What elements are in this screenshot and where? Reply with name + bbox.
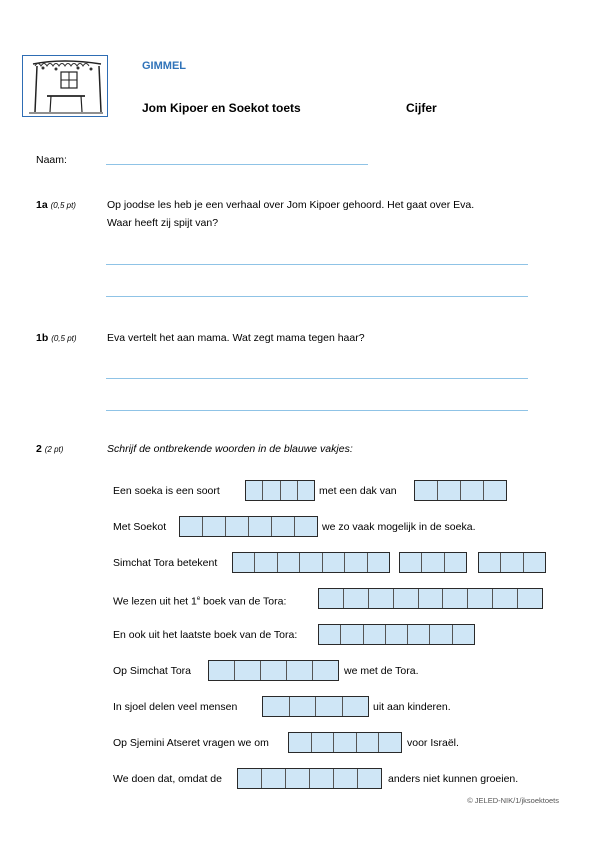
fill-row-2-boxes[interactable] (179, 516, 318, 537)
question-1a-text-line2: Waar heeft zij spijt van? (107, 217, 219, 229)
letter-box[interactable] (226, 517, 249, 536)
letter-box[interactable] (369, 589, 394, 608)
letter-box[interactable] (408, 625, 430, 644)
fill-row-8-after: voor Israël. (407, 737, 459, 749)
letter-box[interactable] (312, 733, 335, 752)
fill-row-3-boxes-c[interactable] (478, 552, 546, 573)
letter-box[interactable] (298, 481, 314, 500)
fill-row-2-before: Met Soekot (113, 521, 167, 533)
letter-box[interactable] (341, 625, 363, 644)
question-1a-text-line1: Op joodse les heb je een verhaal over Jom Kipoer gehoord. Het gaat over Eva. (107, 199, 475, 211)
letter-box[interactable] (468, 589, 493, 608)
sukkah-icon (23, 56, 107, 116)
answer-line-1b-2[interactable] (106, 410, 528, 411)
fill-row-8-before: Op Sjemini Atseret vragen we om (113, 737, 269, 749)
letter-box[interactable] (357, 733, 380, 752)
letter-box[interactable] (263, 481, 280, 500)
letter-box[interactable] (343, 697, 369, 716)
fill-row-7-after: uit aan kinderen. (373, 701, 451, 713)
letter-box[interactable] (278, 553, 300, 572)
letter-box[interactable] (493, 589, 518, 608)
letter-box[interactable] (272, 517, 295, 536)
letter-box[interactable] (453, 625, 474, 644)
question-2-instruction: Schrijf de ontbrekende woorden in de blauwe vakjes: (107, 443, 353, 455)
fill-row-7-before: In sjoel delen veel mensen (113, 701, 238, 713)
letter-box[interactable] (255, 553, 277, 572)
question-1a-points: (0,5 pt) (50, 201, 76, 210)
letter-box[interactable] (233, 553, 255, 572)
letter-box[interactable] (323, 553, 345, 572)
fill-row-7-boxes[interactable] (262, 696, 369, 717)
question-2-points: (2 pt) (44, 445, 64, 454)
fill-row-1-after: met een dak van (319, 485, 397, 497)
level-label: GIMMEL (142, 60, 186, 72)
letter-box[interactable] (461, 481, 484, 500)
letter-box[interactable] (358, 769, 381, 788)
letter-box[interactable] (262, 769, 286, 788)
letter-box[interactable] (518, 589, 542, 608)
fill-row-9-boxes[interactable] (237, 768, 382, 789)
letter-box[interactable] (319, 625, 341, 644)
name-field[interactable] (106, 164, 368, 165)
letter-box[interactable] (484, 481, 506, 500)
letter-box[interactable] (386, 625, 408, 644)
letter-box[interactable] (316, 697, 343, 716)
letter-box[interactable] (180, 517, 203, 536)
letter-box[interactable] (281, 481, 298, 500)
letter-box[interactable] (263, 697, 290, 716)
fill-row-6-after: we met de Tora. (344, 665, 419, 677)
fill-row-4-before: We lezen uit het 1e boek van de Tora: (113, 595, 287, 608)
letter-box[interactable] (334, 733, 357, 752)
copyright-text: © JELED-NIK/1/jksoektoets (467, 796, 559, 805)
letter-box[interactable] (422, 553, 444, 572)
letter-box[interactable] (209, 661, 235, 680)
question-1b-text: Eva vertelt het aan mama. Wat zegt mama tegen haar? (107, 332, 365, 344)
fill-row-1-before: Een soeka is een soort (113, 485, 220, 497)
letter-box[interactable] (313, 661, 338, 680)
question-2-number: 2 (2 pt) (36, 443, 64, 455)
fill-row-5-before: En ook uit het laatste boek van de Tora: (113, 629, 298, 641)
fill-row-9-after: anders niet kunnen groeien. (388, 773, 519, 785)
name-label: Naam: (36, 154, 67, 166)
fill-row-5-boxes[interactable] (318, 624, 475, 645)
letter-box[interactable] (415, 481, 438, 500)
fill-row-2-after: we zo vaak mogelijk in de soeka. (322, 521, 476, 533)
letter-box[interactable] (524, 553, 545, 572)
question-1a-number: 1a (0,5 pt) (36, 199, 76, 211)
grade-label: Cijfer (406, 101, 437, 115)
letter-box[interactable] (334, 769, 358, 788)
letter-box[interactable] (238, 769, 262, 788)
letter-box[interactable] (379, 733, 401, 752)
letter-box[interactable] (295, 517, 317, 536)
letter-box[interactable] (443, 589, 468, 608)
letter-box[interactable] (203, 517, 226, 536)
letter-box[interactable] (419, 589, 444, 608)
letter-box[interactable] (501, 553, 523, 572)
page-title: Jom Kipoer en Soekot toets (142, 101, 301, 115)
letter-box[interactable] (364, 625, 386, 644)
letter-box[interactable] (235, 661, 261, 680)
letter-box[interactable] (319, 589, 344, 608)
letter-box[interactable] (394, 589, 419, 608)
sukkah-logo (22, 55, 108, 117)
fill-row-9-before: We doen dat, omdat de (113, 773, 222, 785)
letter-box[interactable] (289, 733, 312, 752)
letter-box[interactable] (246, 481, 263, 500)
question-1b-points: (0,5 pt) (51, 334, 77, 343)
letter-box[interactable] (249, 517, 272, 536)
letter-box[interactable] (479, 553, 501, 572)
fill-row-8-boxes[interactable] (288, 732, 402, 753)
fill-row-4-boxes[interactable] (318, 588, 543, 609)
letter-box[interactable] (400, 553, 422, 572)
fill-row-6-before: Op Simchat Tora (113, 665, 192, 677)
letter-box[interactable] (286, 769, 310, 788)
fill-row-1-boxes-b[interactable] (414, 480, 507, 501)
letter-box[interactable] (345, 553, 367, 572)
fill-row-3-boxes-a[interactable] (232, 552, 390, 573)
letter-box[interactable] (287, 661, 313, 680)
letter-box[interactable] (344, 589, 369, 608)
letter-box[interactable] (290, 697, 317, 716)
letter-box[interactable] (430, 625, 452, 644)
answer-line-1b-1[interactable] (106, 378, 528, 379)
letter-box[interactable] (368, 553, 389, 572)
answer-line-1a-2[interactable] (106, 296, 528, 297)
question-1b-number: 1b (0,5 pt) (36, 332, 77, 344)
letter-box[interactable] (438, 481, 461, 500)
fill-row-3-before: Simchat Tora betekent (113, 557, 218, 569)
fill-row-6-boxes[interactable] (208, 660, 339, 681)
letter-box[interactable] (300, 553, 322, 572)
letter-box[interactable] (445, 553, 466, 572)
answer-line-1a-1[interactable] (106, 264, 528, 265)
fill-row-3-boxes-b[interactable] (399, 552, 467, 573)
letter-box[interactable] (261, 661, 287, 680)
fill-row-1-boxes-a[interactable] (245, 480, 315, 501)
letter-box[interactable] (310, 769, 334, 788)
